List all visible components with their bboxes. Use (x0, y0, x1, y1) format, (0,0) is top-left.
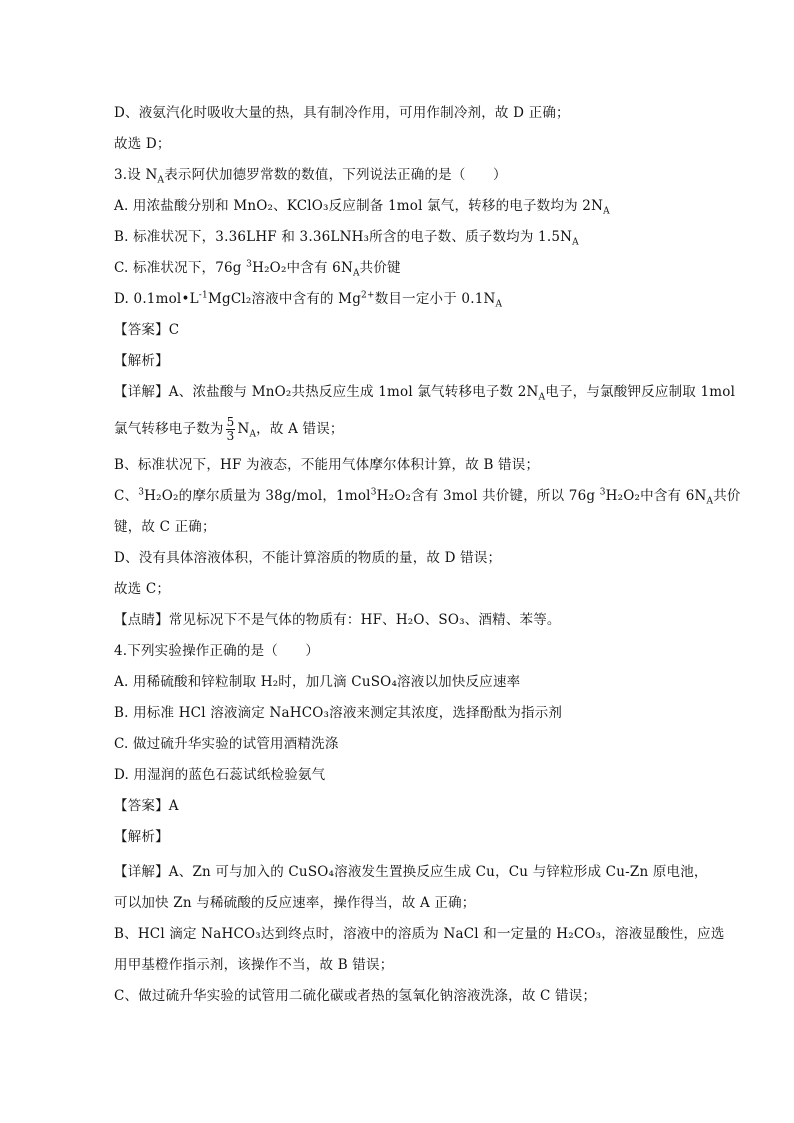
key-point-line (114, 610, 561, 630)
superscript: 3 (370, 487, 377, 498)
superscript: -1 (198, 290, 208, 301)
question-4-stem (114, 641, 319, 661)
subscript: A (249, 429, 257, 440)
explanation-line (114, 924, 725, 944)
text: H₂O₂中含有 6N (252, 260, 353, 276)
subscript: A (603, 206, 610, 217)
text-line (114, 103, 570, 123)
superscript: 3 (599, 487, 606, 498)
answer-line (114, 320, 179, 340)
option-c (114, 734, 339, 754)
text: 键，故 C 正确； (114, 519, 216, 535)
text: C. 标准状况下，76g (114, 260, 247, 276)
text: 故选 D； (114, 136, 171, 152)
text: A. 用浓盐酸分别和 MnO₂、KClO₃反应制备 1mol 氯气，转移的电子数均为 2N (114, 198, 604, 214)
text: B. 用标准 HCl 溶液滴定 NaHCO₃溶液来测定其浓度，选择酚酞为指示剂 (114, 705, 563, 721)
text: 数目一定小于 0.1N (374, 291, 496, 307)
question-3-stem (114, 165, 507, 185)
text: 【点睛】常见标况下不是气体的物质有：HF、H₂O、SO₃、酒精、苯等。 (114, 612, 561, 628)
subscript: A (572, 237, 579, 248)
text: D. 0.1mol•L (114, 291, 199, 307)
option-d (114, 289, 502, 309)
fraction-denominator: 3 (226, 429, 235, 443)
option-d (114, 765, 325, 785)
fraction (226, 416, 236, 443)
text: C. 做过硫升华实验的试管用酒精洗涤 (114, 736, 339, 752)
text: H₂O₂中含有 6N (605, 488, 707, 504)
text: 用甲基橙作指示剂，该操作不当，故 B 错误； (114, 957, 394, 973)
explanation-line (114, 862, 708, 882)
explanation-line (114, 955, 393, 975)
option-a (114, 196, 610, 216)
analysis-heading (114, 351, 169, 371)
text: 【解析】 (114, 829, 169, 845)
text-line (114, 134, 171, 154)
explanation-line (114, 382, 735, 402)
explanation-line (114, 486, 741, 506)
text: 4.下列实验操作正确的是（ ） (114, 643, 320, 659)
text: D、液氨汽化时吸收大量的热，具有制冷作用，可用作制冷剂，故 D 正确； (114, 105, 570, 121)
text: B、标准状况下，HF 为液态，不能用气体摩尔体积计算，故 B 错误； (114, 457, 540, 473)
text: 3.设 N (114, 167, 158, 183)
text-line (114, 579, 170, 599)
superscript: 2+ (361, 290, 375, 301)
explanation-line (114, 416, 344, 443)
text: C、做过硫升华实验的试管用二硫化碳或者热的氢氧化钠溶液洗涤，故 C 错误； (114, 988, 597, 1004)
subscript: A (157, 175, 165, 186)
text: D、没有具体溶液体积，不能计算溶质的物质的量，故 D 错误； (114, 550, 502, 566)
explanation-line (114, 517, 216, 537)
text: 【答案】C (114, 322, 180, 338)
text: ，故 A 错误； (256, 421, 344, 437)
explanation-line (114, 986, 596, 1006)
text: 电子，与氯酸钾反应制取 1mol (545, 384, 736, 400)
option-b (114, 703, 562, 723)
text: A. 用稀硫酸和锌粒制取 H₂时，加几滴 CuSO₄溶液以加快反应速率 (114, 674, 521, 690)
text: B. 标准状况下，3.36LHF 和 3.36LNH₃所含的电子数、质子数均为 1.5N (114, 229, 573, 245)
text: 【详解】A、Zn 可与加入的 CuSO₄溶液发生置换反应生成 Cu，Cu 与锌粒形成 Cu-Zn 原电池， (114, 864, 708, 880)
text: 可以加快 Zn 与稀硫酸的反应速率，操作得当，故 A 正确； (114, 895, 476, 911)
subscript: A (538, 392, 546, 403)
text: B、HCl 滴定 NaHCO₃达到终点时，溶液中的溶质为 NaCl 和一定量的 H₂CO₃，溶液显酸性，应选 (114, 926, 725, 942)
fraction-numerator: 5 (226, 415, 235, 429)
option-c (114, 258, 401, 278)
text: 故选 C； (114, 581, 171, 597)
text: 【解析】 (114, 353, 169, 369)
answer-line (114, 796, 179, 816)
text: 【答案】A (114, 798, 179, 814)
superscript: 3 (138, 487, 145, 498)
text: 共价键 (359, 260, 401, 276)
text: 表示阿伏加德罗常数的数值，下列说法正确的是（ ） (164, 167, 507, 183)
text: H₂O₂的摩尔质量为 38g/mol，1mol (144, 488, 371, 504)
text: C、 (114, 488, 139, 504)
analysis-heading (114, 827, 169, 847)
text: N (237, 421, 250, 437)
text: D. 用湿润的蓝色石蕊试纸检验氨气 (114, 767, 326, 783)
text: 共价 (713, 488, 741, 504)
subscript: A (352, 268, 360, 279)
option-b (114, 227, 579, 247)
subscript: A (706, 496, 714, 507)
superscript: 3 (246, 259, 253, 270)
text: 【详解】A、浓盐酸与 MnO₂共热反应生成 1mol 氯气转移电子数 2N (114, 384, 539, 400)
text: MgCl₂溶液中含有的 Mg (207, 291, 362, 307)
explanation-line (114, 455, 539, 475)
text: 氯气转移电子数为 (114, 421, 224, 437)
text: H₂O₂含有 3mol 共价键，所以 76g (376, 488, 600, 504)
explanation-line (114, 893, 476, 913)
subscript: A (495, 299, 503, 310)
explanation-line (114, 548, 501, 568)
option-a (114, 672, 520, 692)
